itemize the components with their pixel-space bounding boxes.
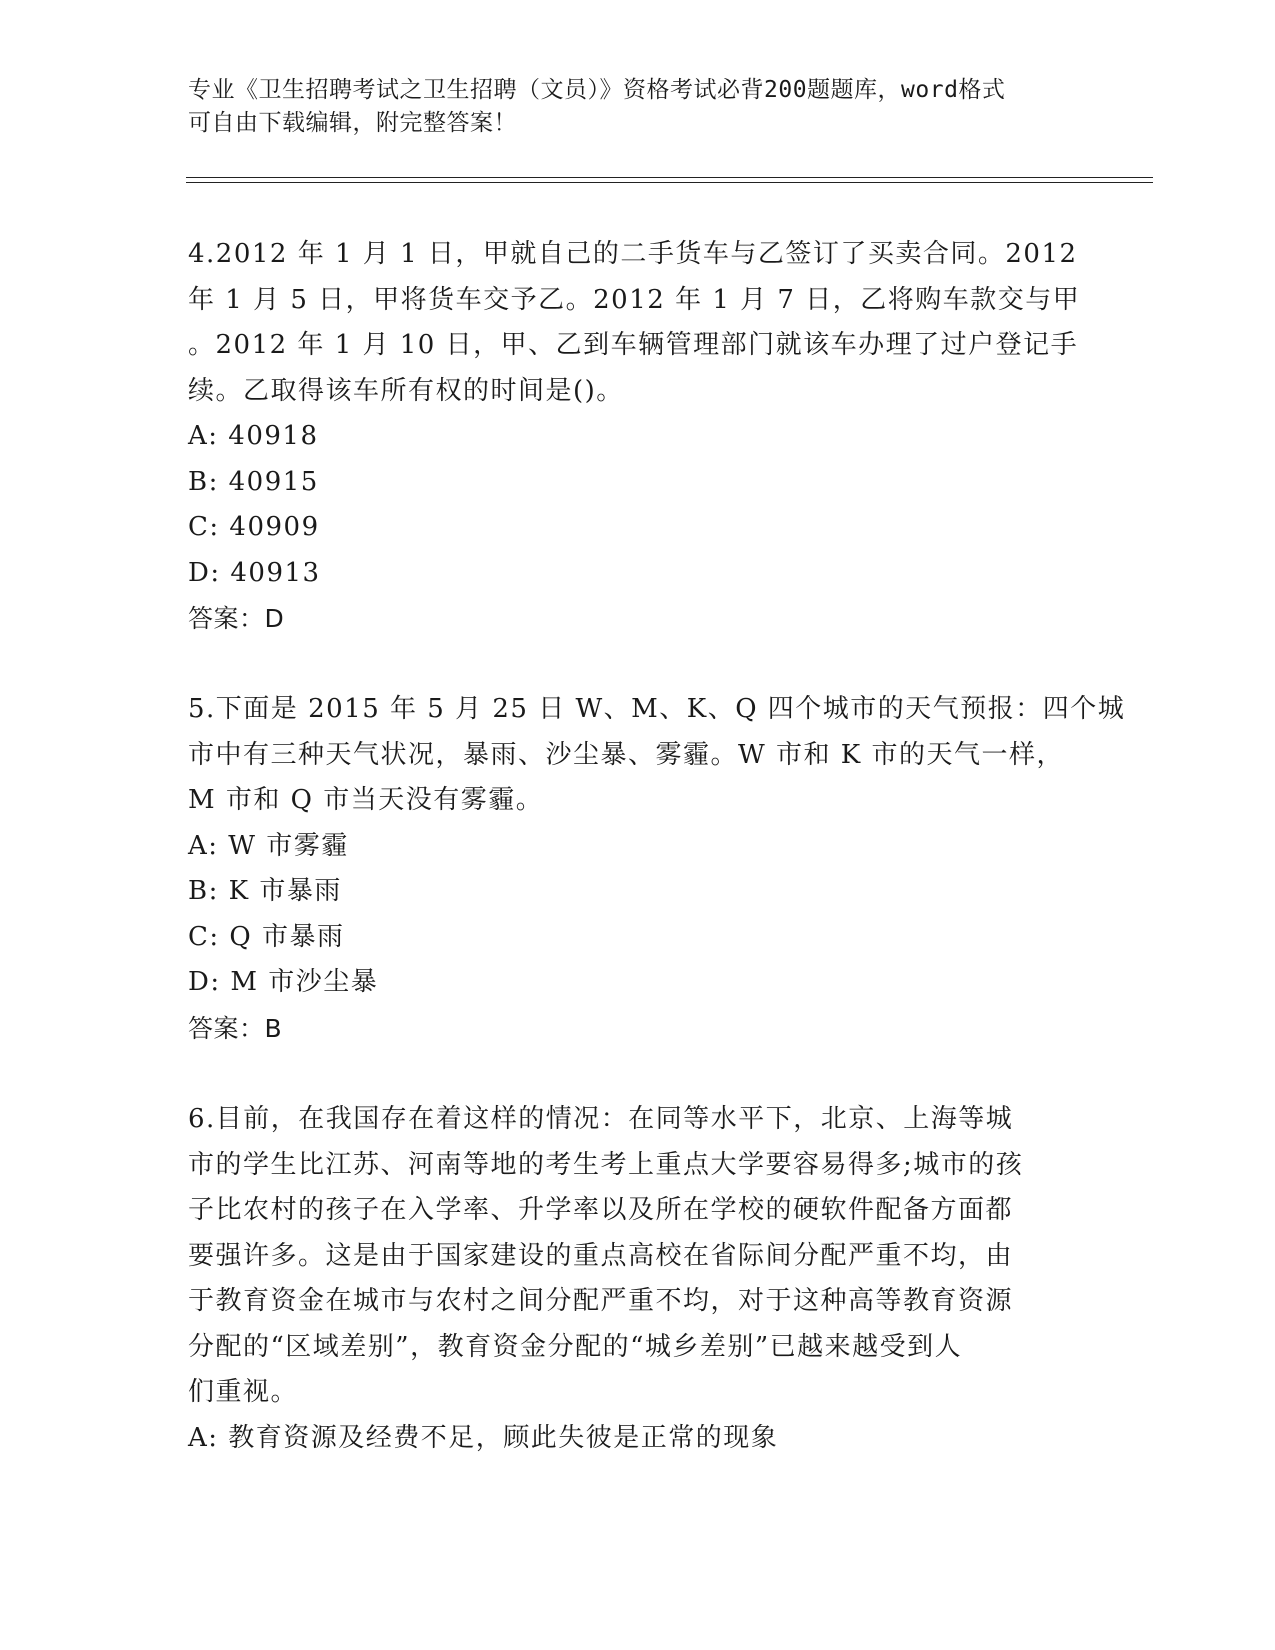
header-line-2: 可自由下载编辑，附完整答案！: [188, 110, 517, 136]
question-text-line: 年 1 月 5 日，甲将货车交予乙。2012 年 1 月 7 日，乙将购车款交与甲: [188, 284, 1081, 315]
option-a: A: 40918: [188, 421, 319, 451]
option-a: A: W 市雾霾: [188, 830, 349, 861]
header-line-1: 专业《卫生招聘考试之卫生招聘（文员）》资格考试必背200题题库，word格式: [188, 77, 1006, 103]
question-text-line: 市中有三种天气状况，暴雨、沙尘暴、雾霾。W 市和 K 市的天气一样，: [188, 739, 1064, 770]
option-d: D: M 市沙尘暴: [188, 967, 379, 997]
answer-label: 答案：B: [188, 1013, 283, 1043]
option-c: C: 40909: [188, 512, 320, 542]
question-4: [188, 232, 1088, 642]
question-text-line: 续。乙取得该车所有权的时间是()。: [188, 375, 624, 406]
question-text-line: 。2012 年 1 月 10 日，甲、乙到车辆管理部门就该车办理了过户登记手: [188, 330, 1079, 360]
header-divider-bottom: [186, 182, 1153, 183]
question-text-line: 市的学生比江苏、河南等地的考生考上重点大学要容易得多;城市的孩: [188, 1149, 1024, 1180]
question-6: [188, 1097, 1088, 1461]
question-text-line: 分配的“区域差别”，教育资金分配的“城乡差别”已越来越受到人: [188, 1331, 963, 1362]
question-text-line: 们重视。: [188, 1377, 299, 1407]
answer-label: 答案：D: [188, 604, 285, 633]
document-header: [188, 74, 1068, 140]
option-b: B: 40915: [188, 466, 319, 497]
question-text-line: 6.目前，在我国存在着这样的情况：在同等水平下，北京、上海等城: [188, 1104, 1014, 1134]
question-text-line: 子比农村的孩子在入学率、升学率以及所在学校的硬软件配备方面都: [188, 1195, 1014, 1225]
option-a: A: 教育资源及经费不足，顾此失彼是正常的现象: [188, 1422, 779, 1453]
question-text-line: 于教育资金在城市与农村之间分配严重不均，对于这种高等教育资源: [188, 1286, 1014, 1316]
question-text-line: 4.2012 年 1 月 1 日，甲就自己的二手货车与乙签订了买卖合同。2012: [188, 239, 1078, 269]
question-5: [188, 687, 1126, 1051]
header-divider-top: [186, 177, 1153, 178]
option-b: B: K 市暴雨: [188, 876, 342, 906]
question-text-line: 要强许多。这是由于国家建设的重点高校在省际间分配严重不均，由: [188, 1240, 1014, 1271]
question-text-line: M 市和 Q 市当天没有雾霾。: [188, 785, 544, 815]
option-c: C: Q 市暴雨: [188, 921, 345, 952]
option-d: D: 40913: [188, 557, 321, 588]
question-text-line: 5.下面是 2015 年 5 月 25 日 W、M、K、Q 四个城市的天气预报：四个城: [188, 694, 1126, 724]
